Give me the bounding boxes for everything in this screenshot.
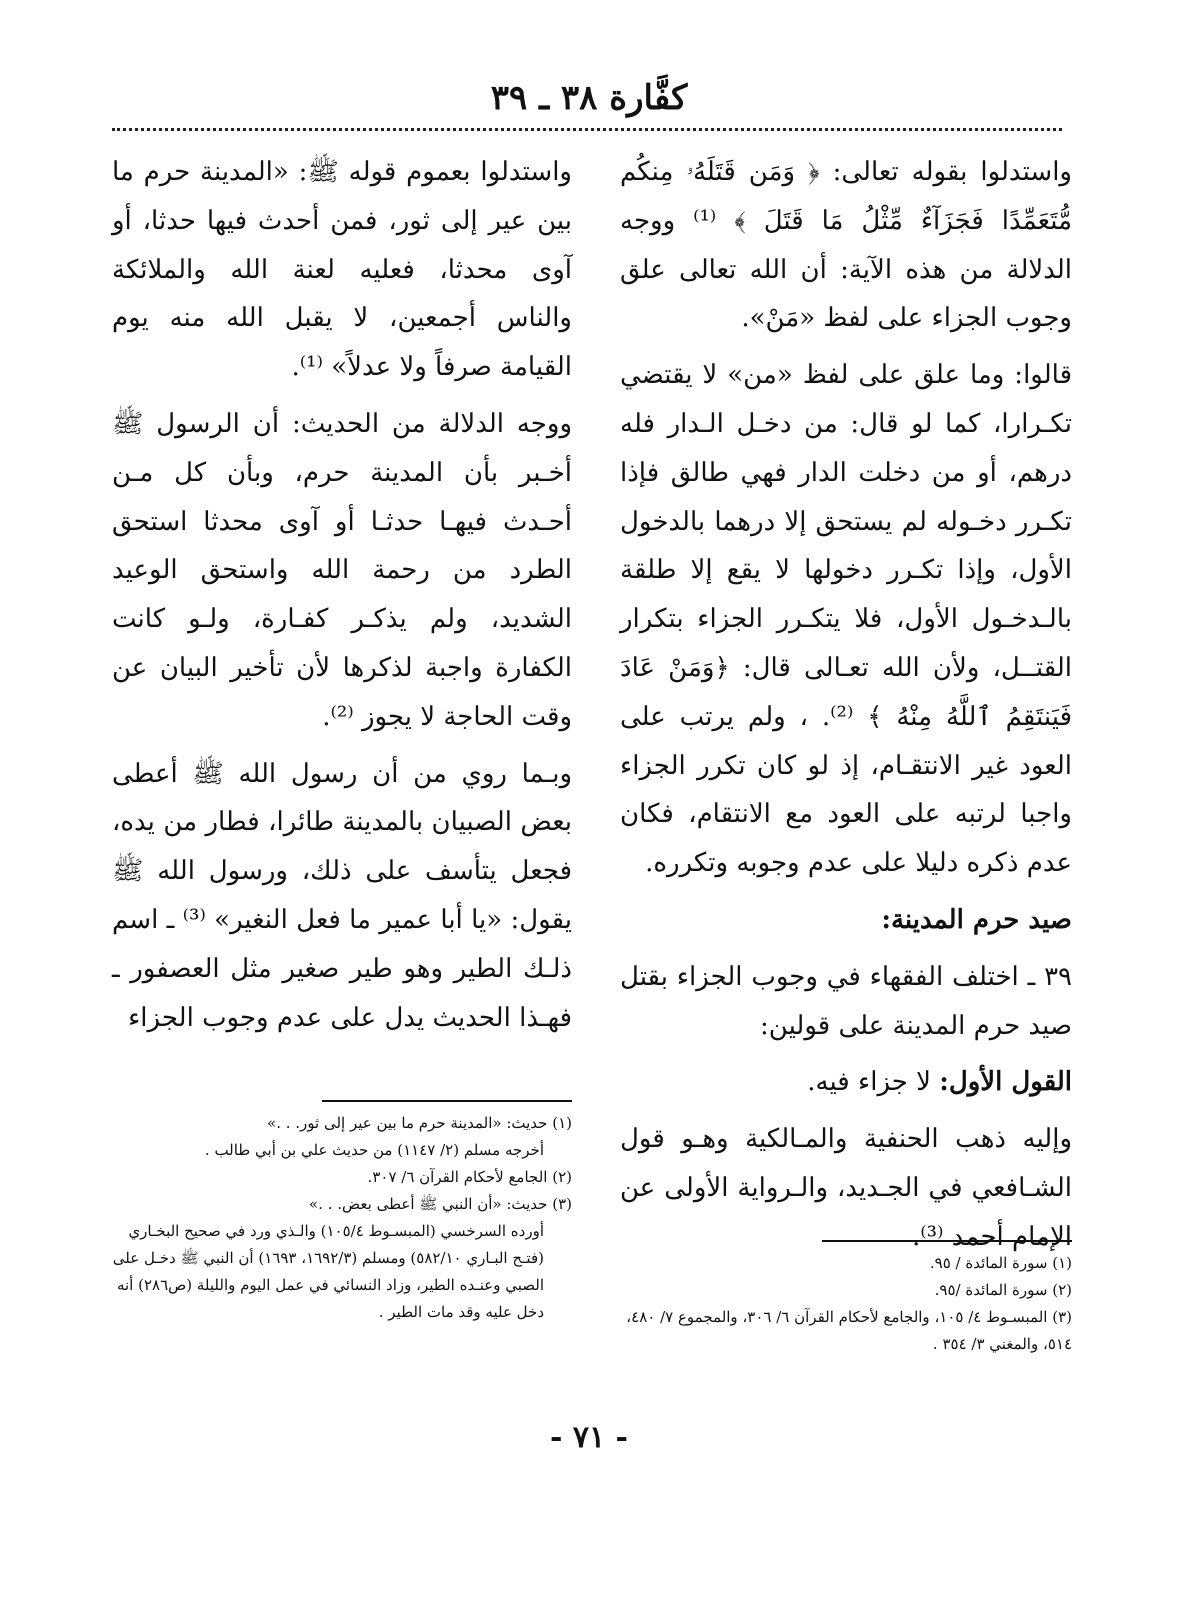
right-paragraph-2: قالوا: وما علق على لفظ «من» لا يقتضي تكـرارا، كما لو قال: من دخـل الـدار فله درهم، أو من دخلت الدار فهي طالق فإذا تكـرر دخـوله لم يستحق إلا درهما بالدخول الأول، وإذا تكـرر دخولها لا يقع إلا طلقة بالـدخـول الأول، فلا يتكـرر الجزاء بتكرار القتــل، ولأن الله تعـالى قال: ﴿وَمَنْ عَادَ فَيَنتَقِمُ ٱللَّهُ مِنْهُ ﴾ ⁽²⁾. ، ولم يرتب على العود غير الانتقـام، إذ لو كان تكرر الجزاء واجبا لرتبه على العود مع الانتقام، فكان عدم ذكره دليلا على عدم وجوبه وتكرره.: [620, 360, 1072, 879]
footnote-left-1: (١) حديث: «المدينة حرم ما بين عير إلى ثور. . .»: [267, 1114, 572, 1132]
right-paragraph-4: وإليه ذهب الحنفية والمـالكية وهـو قول الشـافعي في الجـديد، والـرواية الأولى عن الإمام أحمد ⁽³⁾.: [620, 1124, 1072, 1252]
left-paragraph-3: وبـما روي من أن رسول الله ﷺ أعطى بعض الصبيان بالمدينة طائرا، فطار من يده، فجعل يتأسف على ذلك، ورسول الله ﷺ يقول: «يا أبا عمير ما فعل النغير» ⁽³⁾ ـ اسم ذلـك الطير وهو طير صغير مثل العصفور ـ فهـذا الحديث يدل على عدم وجوب الجزاء: [112, 758, 572, 1033]
page-number: - ٧١ -: [549, 1420, 629, 1455]
header-dotted-rule: [112, 128, 1062, 131]
first-opinion-heading: القول الأول:: [939, 1067, 1072, 1098]
left-paragraph-2: ووجه الدلالة من الحديث: أن الرسول ﷺ أخـبر بأن المدينة حرم، وبأن كل مـن أحـدث فيهـا حدثـا أو آوى محدثا استحق الطرد من رحمة الله واستحق الوعيد الشديد، ولم يذكـر كفـارة، ولـو كانت الكفارة واجبة لذكرها لأن تأخير البيان عن وقت الحاجة لا يجوز ⁽²⁾.: [112, 408, 572, 732]
footnote-left-2: (٢) الجامع لأحكام القرآن ٦/ ٣٠٧.: [367, 1168, 572, 1186]
footnote-right-3: (٣) المبسـوط ٤/ ١٠٥، والجامع لأحكام القرآن ٦/ ٣٠٦، والمجموع ٧/ ٤٨٠، ٥١٤، والمغني ٣/ ٣٥٤ .: [626, 1308, 1072, 1353]
left-column: [112, 148, 572, 1053]
section-heading-medina: صيد حرم المدينة:: [881, 904, 1072, 935]
footnote-right-1: (١) سورة المائدة / ٩٥.: [929, 1254, 1072, 1272]
right-paragraph-1: واستدلوا بقوله تعالى: ﴿ وَمَن قَتَلَهُۥ مِنكُم مُّتَعَمِّدًا فَجَزَآءٌ مِّثْلُ مَا قَتَلَ ﴾ ⁽¹⁾ ووجه الدلالة من هذه الآية: أن الله تعالى علق وجوب الجزاء على لفظ «مَنْ».: [620, 157, 1072, 334]
page-header: كفَّارة ٣٨ ـ ٣٩: [490, 78, 688, 118]
footnote-rule-right: [822, 1240, 1072, 1242]
footnote-left-3: (٣) حديث: «أن النبي ﷺ أعطى بعض. . .»: [309, 1195, 572, 1213]
first-opinion-text: لا جزاء فيه.: [807, 1067, 931, 1098]
first-opinion: [620, 1058, 1072, 1107]
footnote-rule-left: [322, 1100, 572, 1102]
footnotes-right: [620, 1230, 1072, 1358]
footnote-left-1-source: أخرجه مسلم (٢/ ١١٤٧) من حديث علي بن أبي طالب .: [204, 1141, 544, 1159]
right-paragraph-3: ٣٩ ـ اختلف الفقهاء في وجوب الجزاء بقتل صيد حرم المدينة على قولين:: [620, 961, 1072, 1041]
footnote-right-2: (٢) سورة المائدة /٩٥.: [934, 1281, 1072, 1299]
footnote-left-3-source: أورده السرخسي (المبسـوط ١٠٥/٤) والـذي ورد في صحيح البخـاري (فتـح البـاري ٥٨٢/١٠) ومسلم (١٦٩٢/٣، ١٦٩٣) أن النبي ﷺ دخـل على الصبي وعنـده الطير، وزاد النسائي في عمل اليوم والليلة (ص٢٨٦) أنه دخل عليه وقد مات الطير .: [112, 1222, 544, 1321]
footnotes-left: [112, 1090, 572, 1326]
right-column: [620, 148, 1072, 1252]
left-paragraph-1: واستدلوا بعموم قوله ﷺ: «المدينة حرم ما بين عير إلى ثور، فمن أحدث فيها حدثا، أو آوى محدثا، فعليه لعنة الله والملائكة والناس أجمعين، لا يقبل الله منه يوم القيامة صرفاً ولا عدلاً» ⁽¹⁾.: [112, 157, 572, 383]
